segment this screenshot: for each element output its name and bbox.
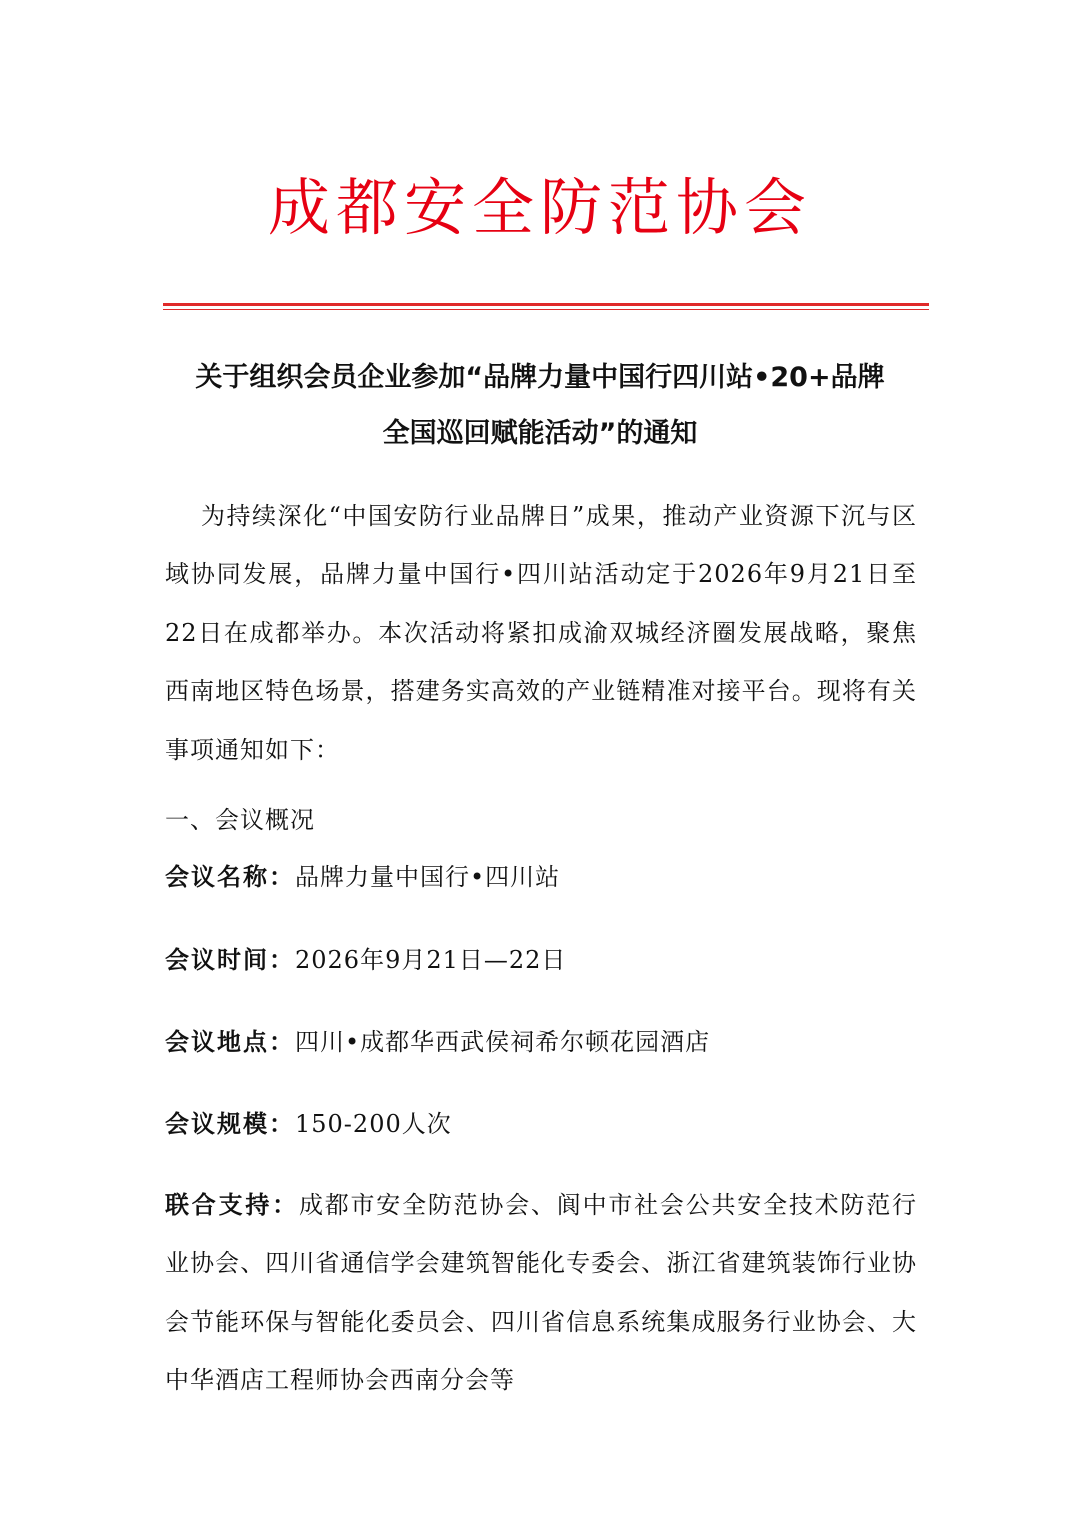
- meeting-venue-row: [165, 1022, 917, 1062]
- meeting-time-value: 2026年9月21日—22日: [295, 946, 567, 974]
- joint-support-value: 成都市安全防范协会、阆中市社会公共安全技术防范行业协会、四川省通信学会建筑智能化专委会、浙江省建筑装饰行业协会节能环保与智能化委员会、四川省信息系统集成服务行业协会、大中华酒店工程师协会西南分会等: [165, 1191, 918, 1395]
- meeting-scale-row: [165, 1104, 917, 1144]
- notice-title: [140, 350, 940, 462]
- meeting-name-label: 会议名称：: [165, 863, 295, 891]
- section-heading-overview: 一、会议概况: [165, 806, 315, 834]
- notice-title-line-2: 全国巡回赋能活动”的通知: [382, 418, 698, 449]
- joint-support-row: [165, 1176, 917, 1410]
- organization-name: 成都安全防范协会: [267, 171, 812, 244]
- joint-support-label: 联合支持：: [165, 1191, 299, 1219]
- meeting-time-label: 会议时间：: [165, 946, 295, 974]
- meeting-name-row: [165, 857, 917, 897]
- meeting-time-row: [165, 940, 917, 980]
- meeting-scale-value: 150-200人次: [295, 1110, 452, 1138]
- header-divider-thick: [163, 303, 929, 306]
- meeting-venue-value: 四川•成都华西武侯祠希尔顿花园酒店: [295, 1028, 711, 1056]
- meeting-name-value: 品牌力量中国行•四川站: [295, 863, 561, 891]
- meeting-venue-label: 会议地点：: [165, 1028, 295, 1056]
- notice-title-line-1: 关于组织会员企业参加“品牌力量中国行四川站•20+品牌: [195, 362, 885, 393]
- meeting-scale-label: 会议规模：: [165, 1110, 295, 1138]
- header-divider-thin: [163, 309, 929, 310]
- intro-paragraph: 为持续深化“中国安防行业品牌日”成果，推动产业资源下沉与区域协同发展，品牌力量中国行•四川站活动定于2026年9月21日至22日在成都举办。本次活动将紧扣成渝双城经济圈发展战略，聚焦西南地区特色场景，搭建务实高效的产业链精准对接平台。现将有关事项通知如下：: [165, 502, 917, 764]
